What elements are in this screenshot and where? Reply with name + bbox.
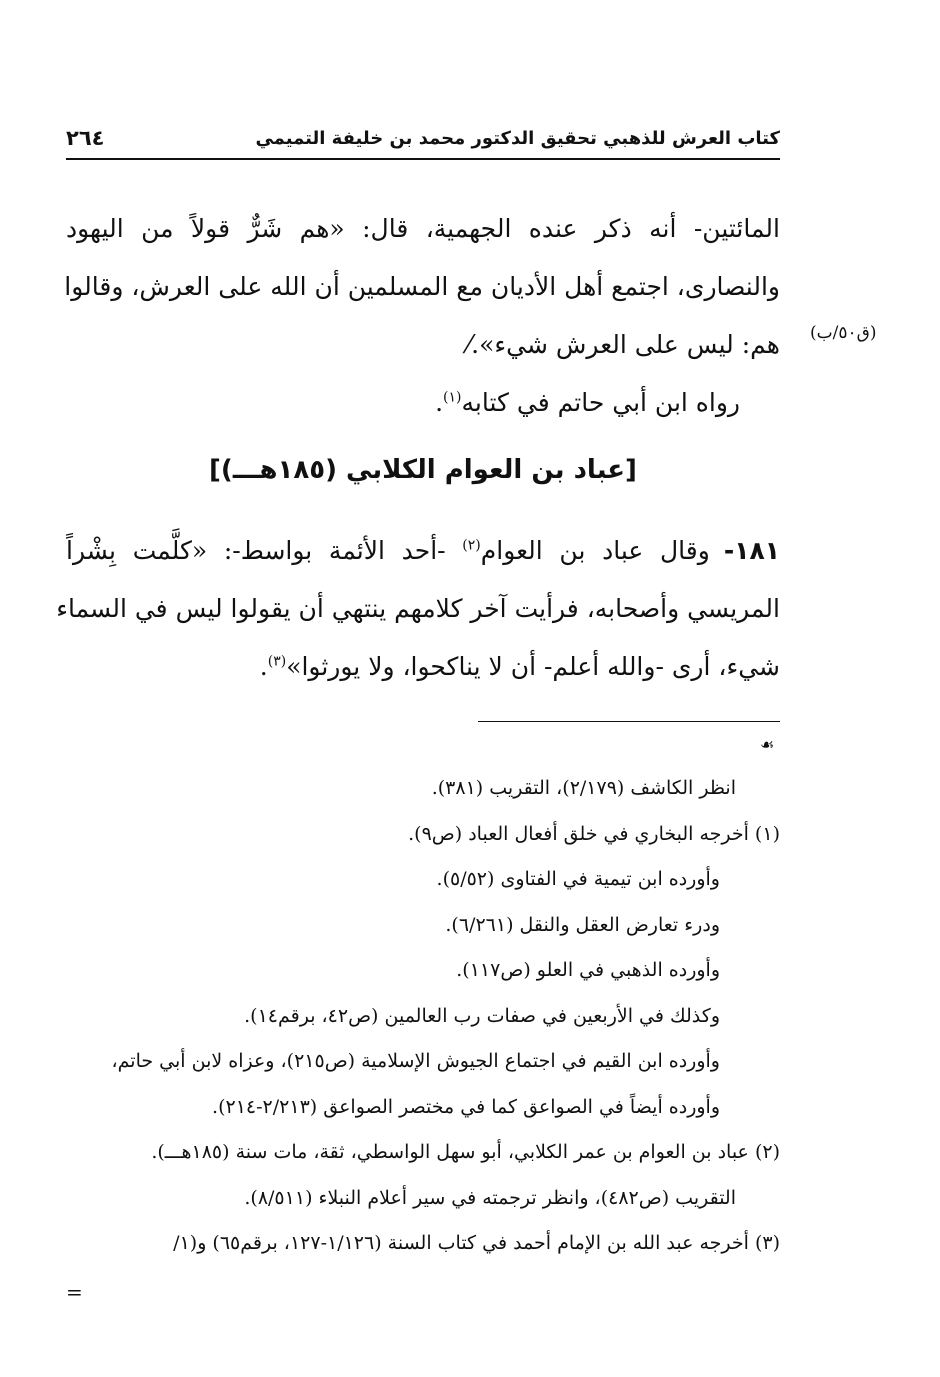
- text-line: هم: ليس على العرش شيء».⁄: [467, 330, 780, 359]
- section-heading: [عباد بن العوام الكلابي (١٨٥هـــ)]: [209, 455, 637, 485]
- continuation-mark: =: [66, 1280, 83, 1304]
- text-fragment: شيء، أرى -والله أعلم- أن لا يناكحوا، ولا يورثوا»: [286, 652, 780, 681]
- ornament-icon: ☙: [760, 735, 775, 754]
- running-header: [66, 118, 780, 158]
- page-number: ٢٦٤: [66, 126, 105, 150]
- margin-manuscript-note: (ق٥٠/ب): [810, 323, 877, 343]
- footnote-ref: (٣): [267, 653, 287, 670]
- footnote-separator: [478, 721, 780, 722]
- footnotes: [66, 766, 780, 1267]
- text-line: [66, 522, 780, 580]
- text-fragment: رواه ابن أبي حاتم في كتابه: [461, 388, 740, 417]
- footnote-line: وأورده أيضاً في الصواعق كما في مختصر الصواعق (٢/٢١٣-٢١٤).: [212, 1095, 720, 1118]
- text-line: والنصارى، اجتمع أهل الأديان مع المسلمين أن الله على العرش، وقالوا: [64, 272, 780, 301]
- footnote-line: انظر الكاشف (٢/١٧٩)، التقريب (٣٨١).: [431, 777, 736, 799]
- text-line: المائتين- أنه ذكر عنده الجهمية، قال: «هم شَرٌّ قولاً من اليهود: [66, 214, 780, 243]
- footnote-ref: (١): [443, 389, 462, 406]
- footnote-line: (١) أخرجه البخاري في خلق أفعال العباد (ص٩).: [408, 822, 780, 845]
- main-text: [66, 200, 780, 432]
- header-title: كتاب العرش للذهبي تحقيق الدكتور محمد بن خليفة التميمي: [255, 127, 780, 149]
- footnote-line: وأورده الذهبي في العلو (ص١١٧).: [456, 959, 720, 981]
- text-fragment: وقال عباد بن العوام: [480, 536, 710, 565]
- footnote-line: وكذلك في الأربعين في صفات رب العالمين (ص٤٢، برقم١٤).: [244, 1004, 720, 1027]
- text-fragment: .: [259, 652, 268, 681]
- footnote-line: (٢) عباد بن العوام بن عمر الكلابي، أبو سهل الواسطي، ثقة، مات سنة (١٨٥هـــ).: [151, 1141, 780, 1163]
- footnote-line: وأورده ابن القيم في اجتماع الجيوش الإسلامية (ص٢١٥)، وعزاه لابن أبي حاتم،: [111, 1050, 720, 1072]
- footnote-line: (٣) أخرجه عبد الله بن الإمام أحمد في كتاب السنة (١/١٢٦-١٢٧، برقم٦٥) و(١/: [173, 1232, 780, 1254]
- text-fragment: -أحد الأئمة بواسط-: «كلَّمت بِشْراً: [66, 536, 463, 565]
- entry-number: ١٨١-: [723, 536, 780, 565]
- text-fragment: .: [435, 388, 444, 417]
- text-line: [66, 638, 780, 696]
- header-rule: [66, 158, 780, 160]
- footnote-line: ودرء تعارض العقل والنقل (٦/٢٦١).: [445, 913, 720, 936]
- footnote-line: التقريب (ص٤٨٢)، وانظر ترجمته في سير أعلام النبلاء (٨/٥١١).: [244, 1186, 736, 1209]
- entry-paragraph: [56, 522, 780, 696]
- footnote-line: وأورده ابن تيمية في الفتاوى (٥/٥٢).: [436, 868, 720, 890]
- text-line: المريسي وأصحابه، فرأيت آخر كلامهم ينتهي أن يقولوا ليس في السماء: [56, 594, 780, 623]
- text-line: [66, 374, 780, 432]
- footnote-ref: (٢): [462, 537, 481, 554]
